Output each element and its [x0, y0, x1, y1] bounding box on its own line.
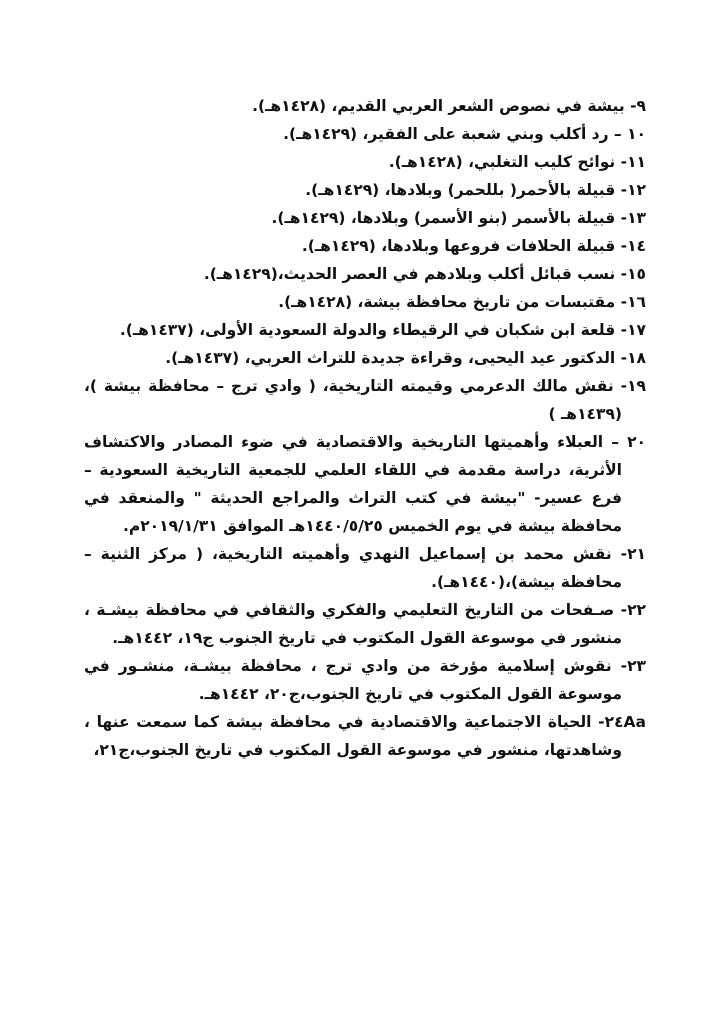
list-item: [84, 120, 646, 148]
bibliography-list: [84, 92, 646, 764]
entry-text: ١٠ – رد أكلب وبني شعبة على الفقير، (١٤٢٩هـ).: [283, 125, 646, 143]
entry-text: ٩- بيشة في نصوص الشعر العربي القديم، (١٤٢٨هـ).: [252, 97, 646, 115]
entry-text: ٢١- نقش محمد بن إسماعيل النهدي وأهميته التاريخية، ( مركز الثنية – محافظة بيشة)،(١٤٤٠هـ).: [84, 545, 646, 591]
entry-text: ١٣- قبيلة بالأسمر (بنو الأسمر) وبلادها، (١٤٢٩هـ).: [271, 209, 646, 227]
list-item: [84, 316, 646, 344]
entry-text: ١٦- مقتبسات من تاريخ محافظة بيشة، (١٤٢٨هـ).: [278, 293, 646, 311]
list-item: [84, 176, 646, 204]
list-item: [84, 148, 646, 176]
entry-text: ٢٤Aa- الحياة الاجتماعية والاقتصادية في محافظة بيشة كما سمعت عنها ، وشاهدتها، منشور في موسوعة القول المكتوب في تاريخ الجنوب،ج٢١،: [84, 713, 646, 759]
entry-text: ١٤- قبيلة الحلافات فروعها وبلادها، (١٤٢٩هـ).: [301, 237, 646, 255]
entry-text: ١٨- الدكتور عيد اليحيى، وقراءة جديدة للتراث العربي، (١٤٣٧هـ).: [165, 349, 646, 367]
entry-text: ١١- نوائح كليب التغلبي، (١٤٢٨هـ).: [388, 153, 646, 171]
list-item: [84, 540, 646, 596]
list-item: [84, 344, 646, 372]
list-item: [84, 652, 646, 708]
list-item: [84, 372, 646, 428]
list-item: [84, 288, 646, 316]
entry-text: ١٢- قبيلة بالأحمر( بللحمر) وبلادها، (١٤٢٩هـ).: [305, 181, 646, 199]
entry-text: ٢٠ – العبلاء وأهميتها التاريخية والاقتصادية في ضوء المصادر والاكتشاف الأثرية، دراسة مقدمة في اللقاء العلمي للجمعية التاريخية السعودية – فرع عسير- "بيشة في كتب التراث والمراجع الحديثة " والمنعقد في محافظة بيشة في يوم الخميس ١٤٤٠/٥/٢٥هـ الموافق ٢٠١٩/١/٣١م.: [84, 433, 646, 535]
list-item: [84, 708, 646, 764]
list-item: [84, 204, 646, 232]
list-item: [84, 260, 646, 288]
list-item: [84, 232, 646, 260]
list-item: [84, 92, 646, 120]
entry-text: ١٥- نسب قبائل أكلب وبلادهم في العصر الحديث،(١٤٢٩هـ).: [203, 265, 646, 283]
entry-text: ٢٢- صـفحات من التاريخ التعليمي والفكري والثقافي في محافظة بيشـة ، منشور في موسوعة القول المكتوب في تاريخ الجنوب ج١٩، ١٤٤٢هـ.: [84, 601, 646, 647]
list-item: [84, 428, 646, 540]
entry-text: ١٧- قلعة ابن شكبان في الرقيطاء والدولة السعودية الأولى، (١٤٣٧هـ).: [119, 321, 646, 339]
entry-text: ١٩- نقش مالك الدعرمي وقيمته التاريخية، ( وادي ترج – محافظة بيشة )، (١٤٣٩هـ ): [84, 377, 646, 423]
list-item: [84, 596, 646, 652]
entry-text: ٢٣- نقوش إسلامية مؤرخة من وادي ترج ، محافظة بيشـة، منشـور في موسوعة القول المكتوب في تاريخ الجنوب،ج٢٠، ١٤٤٢هـ.: [84, 657, 646, 703]
